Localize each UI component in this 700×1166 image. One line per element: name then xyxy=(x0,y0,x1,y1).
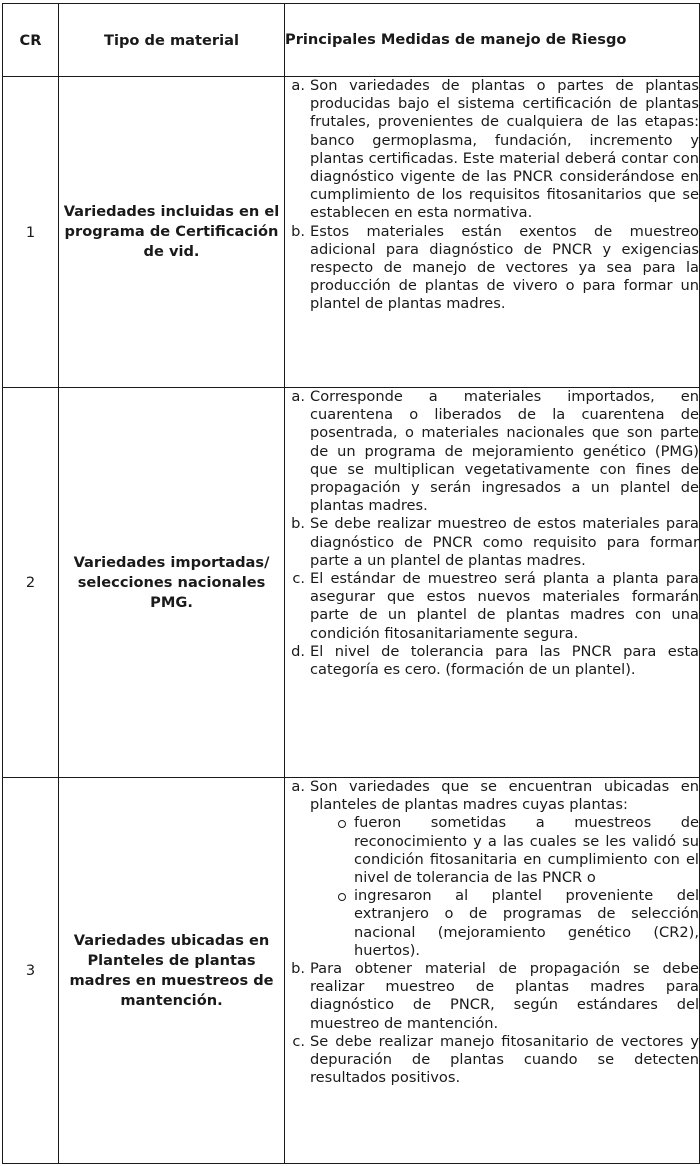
cell-cr: 3 xyxy=(3,778,59,1164)
item-label: b. xyxy=(291,222,305,240)
item-label: a. xyxy=(291,388,305,405)
item-text: Estos materiales están exentos de muestreo adicional para diagnóstico de PNCR y exigencias respecto de manejo de vectores ya sea para la producción de plantas de vivero o para formar un plantel de plantas madres. xyxy=(310,222,699,313)
bullet-circle-icon xyxy=(338,820,346,828)
list-item xyxy=(285,388,699,515)
item-text: Para obtener material de propagación se debe realizar muestreo de plantas madres para diagnóstico de PNCR, según estándares del muestreo de mantención. xyxy=(310,960,699,1032)
item-text: El estándar de muestreo será planta a planta para asegurar que estos nuevos materiales formarán parte de un plantel de plantas madres con una condición fitosanitariamente segura. xyxy=(310,570,699,642)
cell-cr: 1 xyxy=(3,77,59,388)
item-label: c. xyxy=(292,1032,305,1050)
bullet-list xyxy=(310,814,699,960)
item-label: a. xyxy=(291,77,305,94)
list-item xyxy=(285,77,699,223)
item-text: Corresponde a materiales importados, en cuarentena o liberados de la cuarentena de posentrada, o materiales nacionales que son parte de un programa de mejoramiento genético (PMG) que se multiplican vegetativamente con fines de propagación y serán ingresados a un plantel de plantas madres. xyxy=(310,388,699,515)
header-cr: CR xyxy=(3,4,59,77)
list-item xyxy=(285,515,699,570)
cell-tipo-material: Variedades ubicadas en Planteles de plantas madres en muestreos de mantención. xyxy=(59,778,285,1164)
table-row-cr3 xyxy=(3,778,700,1164)
item-label: d. xyxy=(291,642,305,660)
item-label: b. xyxy=(291,960,305,978)
header-medidas-riesgo: Principales Medidas de manejo de Riesgo xyxy=(285,4,700,77)
item-label: b. xyxy=(291,515,305,533)
item-label: a. xyxy=(291,778,305,795)
bullet-item xyxy=(338,887,699,960)
cell-medidas xyxy=(285,77,700,388)
cell-tipo-material: Variedades importadas/ selecciones nacionales PMG. xyxy=(59,388,285,778)
bullet-circle-icon xyxy=(338,893,346,901)
cell-tipo-material: Variedades incluidas en el programa de Certificación de vid. xyxy=(59,77,285,388)
cell-medidas xyxy=(285,388,700,778)
item-text: Se debe realizar manejo fitosanitario de vectores y depuración de plantas cuando se detecten resultados positivos. xyxy=(310,1032,699,1087)
cell-medidas xyxy=(285,778,700,1164)
list-item xyxy=(285,1033,699,1088)
risk-management-table xyxy=(2,3,700,1164)
table-row-cr1 xyxy=(3,77,700,388)
list-item xyxy=(285,643,699,679)
item-text: Se debe realizar muestreo de estos materiales para diagnóstico de PNCR como requisito para formar parte a un plantel de plantas madres. xyxy=(310,515,699,569)
item-text: Son variedades de plantas o partes de plantas producidas bajo el sistema certificación de plantas frutales, provenientes de cualquiera de las etapas: banco germoplasma, fundación, incremento y plantas certificadas. Este material deberá contar con diagnóstico vigente de las PNCR considerándose en cumplimiento de los requisitos fitosanitarios que se establecen en esta normativa. xyxy=(310,77,699,222)
list-item xyxy=(285,223,699,314)
measures-list xyxy=(285,778,699,1087)
list-item xyxy=(285,960,699,1033)
bullet-item xyxy=(338,814,699,887)
table-row-cr2 xyxy=(3,388,700,778)
bullet-text: ingresaron al plantel proveniente del extranjero o de programas de selección nacional (mejoramiento genético (CR2), huertos). xyxy=(354,887,699,959)
table-header-row xyxy=(3,4,700,77)
item-label: c. xyxy=(292,570,305,588)
measures-list xyxy=(285,77,699,314)
item-text: El nivel de tolerancia para las PNCR para esta categoría es cero. (formación de un plantel). xyxy=(310,642,699,679)
bullet-text: fueron sometidas a muestreos de reconocimiento y a las cuales se les validó su condición fitosanitaria en cumplimiento con el nivel de tolerancia de las PNCR o xyxy=(354,814,699,887)
list-item xyxy=(285,570,699,643)
item-text: Son variedades que se encuentran ubicadas en planteles de plantas madres cuyas plantas: xyxy=(310,778,699,814)
header-tipo-material: Tipo de material xyxy=(59,4,285,77)
measures-list xyxy=(285,388,699,679)
cell-cr: 2 xyxy=(3,388,59,778)
list-item xyxy=(285,778,699,960)
